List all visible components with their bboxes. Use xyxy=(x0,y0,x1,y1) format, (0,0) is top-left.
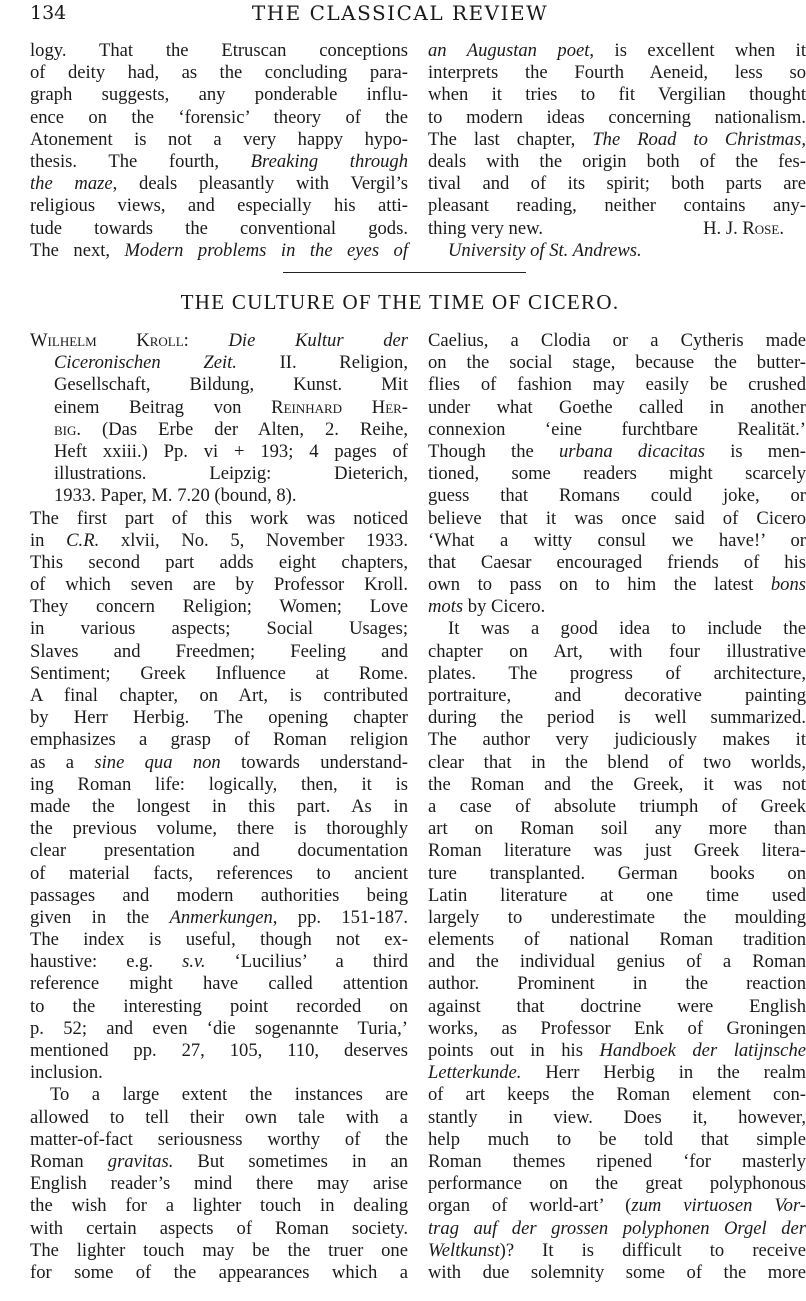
text-line: connexion ‘eine furchtbare Realität.’ xyxy=(428,418,806,440)
text-line: The last chapter, The Road to Christmas, xyxy=(428,128,806,150)
text-line: the previous volume, there is thoroughly xyxy=(30,818,408,840)
contributor-name: Reinhard Her- xyxy=(271,396,409,418)
text-line: the wish for a lighter touch in dealing xyxy=(30,1195,408,1217)
text-line: against that doctrine were English xyxy=(428,995,806,1017)
text-line: religious views, and especially his atti- xyxy=(30,195,408,217)
text-line: help much to be told that simple xyxy=(428,1128,806,1150)
text-line: tude towards the conventional gods. xyxy=(30,217,408,239)
text-line: The next, Modern problems in the eyes of xyxy=(30,239,408,261)
chapter-title: The Road to Christmas, xyxy=(592,128,806,150)
text-line: plates. The progress of architecture, xyxy=(428,662,806,684)
text-line: They concern Religion; Women; Love xyxy=(30,596,408,618)
text-line: given in the Anmerkungen, pp. 151-187. xyxy=(30,906,408,928)
text-line: of deity had, as the concluding para- xyxy=(30,62,408,84)
text-line: in C.R. xlvii, No. 5, November 1933. xyxy=(30,529,408,551)
text-line: Caelius, a Clodia or a Cytheris made xyxy=(428,330,806,351)
citation-line: Heft xxiii.) Pp. vi + 193; 4 pages of xyxy=(54,440,408,462)
text-line: This second part adds eight chapters, xyxy=(30,551,408,573)
text-line: Sentiment; Greek Influence at Rome. xyxy=(30,662,408,684)
text-line: elements of national Roman tradition xyxy=(428,929,806,951)
text-line: passages and modern authorities being xyxy=(30,884,408,906)
text-line: guess that Romans could joke, or xyxy=(428,485,806,507)
text-line: mots by Cicero. xyxy=(428,596,546,618)
text-line: a case of absolute triumph of Greek xyxy=(428,795,806,817)
text-line: trag auf der grossen polyphonen Orgel der xyxy=(428,1217,806,1239)
text-line: logy. That the Etruscan conceptions xyxy=(30,40,408,61)
page-number: 134 xyxy=(30,2,67,24)
text-line: inclusion. xyxy=(30,1062,103,1084)
previous-review-right-column xyxy=(428,40,806,262)
text-line: works, as Professor Enk of Groningen xyxy=(428,1017,806,1039)
text-line: and the individual genius of a Roman xyxy=(428,951,806,973)
text-line: Slaves and Freedmen; Feeling and xyxy=(30,640,408,662)
book-title: Die Kultur der xyxy=(228,330,408,351)
citation-line: 1933. Paper, M. 7.20 (bound, 8). xyxy=(54,485,297,507)
reviewer-signature-line: thing very new. H. J. Rose. xyxy=(428,218,806,240)
text-line: matter-of-fact seriousness worthy of the xyxy=(30,1128,408,1150)
text-line: with due solemnity some of the more xyxy=(428,1261,806,1283)
chapter-title: Modern problems in the eyes of xyxy=(124,239,408,261)
text-line: deals with the origin both of the fes- xyxy=(428,150,806,172)
text-line: organ of world-art’ (zum virtuosen Vor- xyxy=(428,1195,806,1217)
text-line: A final chapter, on Art, is contributed xyxy=(30,685,408,706)
chapter-title: an Augustan poet xyxy=(428,40,590,61)
text-line: ‘What a witty consul we have!’ or xyxy=(428,529,806,551)
citation-line: illustrations. Leipzig: Dieterich, xyxy=(54,463,408,485)
text-line: when it tries to fit Vergilian thought xyxy=(428,84,806,106)
reviewer-name: H. J. Rose. xyxy=(703,217,784,239)
author-name: Wilhelm Kroll xyxy=(30,330,184,351)
citation-line: Ciceronischen Zeit. II. Religion, xyxy=(54,352,408,374)
text-line: by Herr Herbig. The opening chapter xyxy=(30,707,408,729)
section-divider xyxy=(283,272,526,273)
text-line: To a large extent the instances are xyxy=(50,1084,408,1106)
text-line: author. Prominent in the reaction xyxy=(428,973,806,995)
text-line: Roman themes ripened ‘for masterly xyxy=(428,1150,806,1172)
text-line: Roman literature was just Greek litera- xyxy=(428,840,806,862)
text-line: clear that in the blend of two worlds, xyxy=(428,751,806,773)
text-line: for some of the appearances which a xyxy=(30,1261,408,1283)
text-line: Letterkunde. Herr Herbig in the realm xyxy=(428,1062,806,1084)
text-line: clear presentation and documentation xyxy=(30,840,408,862)
text-line: of art keeps the Roman element con- xyxy=(428,1084,806,1106)
text-line: largely to underestimate the moulding xyxy=(428,906,806,928)
text-line: flies of fashion may easily be crushed xyxy=(428,374,806,396)
text-line: during the period is well summarized. xyxy=(428,707,806,729)
text-line: emphasizes a grasp of Roman religion xyxy=(30,729,408,751)
text-line: Weltkunst)? It is difficult to receive xyxy=(428,1239,806,1261)
citation-line: Wilhelm Kroll: Die Kultur der xyxy=(30,330,408,351)
text-line: The index is useful, though not ex- xyxy=(30,929,408,951)
text-line: The author very judiciously makes it xyxy=(428,729,806,751)
text-line: thesis. The fourth, Breaking through xyxy=(30,150,409,172)
text-line: English reader’s mind there may arise xyxy=(30,1173,408,1195)
chapter-title: the maze xyxy=(30,173,113,195)
review-right-column xyxy=(428,330,806,1284)
review-left-column xyxy=(30,330,408,1284)
text-line: stantly in view. Does it, however, xyxy=(428,1106,806,1128)
text-line: to modern ideas concerning nationalism. xyxy=(428,106,806,128)
text-line: of material facts, references to ancient xyxy=(30,862,408,884)
text-line: graph suggests, any ponderable influ- xyxy=(30,84,408,106)
text-line: art on Roman soil any more than xyxy=(428,818,806,840)
text-line: under what Goethe called in another xyxy=(428,396,806,418)
text-line: an Augustan poet, is excellent when it xyxy=(428,40,806,61)
text-line: tival and of its spirit; both parts are xyxy=(428,173,806,195)
text-line: as a sine qua non towards understand- xyxy=(30,751,408,773)
reviewer-affiliation: University of St. Andrews. xyxy=(448,239,642,261)
text-line: Latin literature at one time used xyxy=(428,884,806,906)
text-line: own to pass on to him the latest bons xyxy=(428,574,806,596)
text-line: the Roman and the Greek, it was not xyxy=(428,773,806,795)
text-line: in various aspects; Social Usages; xyxy=(30,618,408,640)
text-line: haustive: e.g. s.v. ‘Lucilius’ a third xyxy=(30,951,408,973)
text-line: to the interesting point recorded on xyxy=(30,995,408,1017)
citation-line: Gesellschaft, Bildung, Kunst. Mit xyxy=(54,374,408,396)
text-line: ture transplanted. German books on xyxy=(428,862,806,884)
article-title: THE CULTURE OF THE TIME OF CICERO. xyxy=(180,290,620,314)
text-line: believe that it was once said of Cicero xyxy=(428,507,806,529)
chapter-title: Breaking through xyxy=(250,150,409,172)
text-line: Atonement is not a very happy hypo- xyxy=(30,128,408,150)
citation-line: einem Beitrag von Reinhard Her- xyxy=(54,396,409,418)
book-title: Ciceronischen Zeit. xyxy=(54,352,237,374)
previous-review-left-column xyxy=(30,40,408,262)
text-line: that Caesar encouraged friends of his xyxy=(428,551,806,573)
text-line: on the social stage, because the butter- xyxy=(428,352,806,374)
text-line: with certain aspects of Roman society. xyxy=(30,1217,408,1239)
text-line: allowed to tell their own tale with a xyxy=(30,1106,408,1128)
text-line: It was a good idea to include the xyxy=(448,618,806,640)
text-line: Roman gravitas. But sometimes in an xyxy=(30,1150,408,1172)
text-line: Though the urbana dicacitas is men- xyxy=(428,440,806,462)
text-line: reference might have called attention xyxy=(30,973,408,995)
text-line: points out in his Handboek der latijnsche xyxy=(428,1040,806,1061)
text-line: the maze, deals pleasantly with Vergil’s xyxy=(30,173,408,195)
text-line: p. 52; and even ‘die sogenannte Turia,’ xyxy=(30,1017,408,1039)
running-title: THE CLASSICAL REVIEW xyxy=(251,1,549,25)
page-header xyxy=(0,0,800,28)
text-line: chapter on Art, with four illustrative xyxy=(428,640,806,662)
text-line: ing Roman life: logically, then, it is xyxy=(30,773,408,795)
text-line: portraiture, and decorative painting xyxy=(428,685,806,706)
citation-line: big. (Das Erbe der Alten, 2. Reihe, xyxy=(54,418,408,440)
text-line: ence on the ‘forensic’ theory of the xyxy=(30,106,408,128)
text-line: performance on the great polyphonous xyxy=(428,1173,806,1195)
text-line: mentioned pp. 27, 105, 110, deserves xyxy=(30,1040,408,1061)
text-line: of which seven are by Professor Kroll. xyxy=(30,574,408,596)
text-line: made the longest in this part. As in xyxy=(30,795,408,817)
text-line: The lighter touch may be the truer one xyxy=(30,1239,408,1261)
text-line: The first part of this work was noticed xyxy=(30,507,408,529)
text-line: interprets the Fourth Aeneid, less so xyxy=(428,62,806,84)
text-line: pleasant reading, neither contains any- xyxy=(428,195,806,217)
text-line: tioned, some readers might scarcely xyxy=(428,463,806,485)
